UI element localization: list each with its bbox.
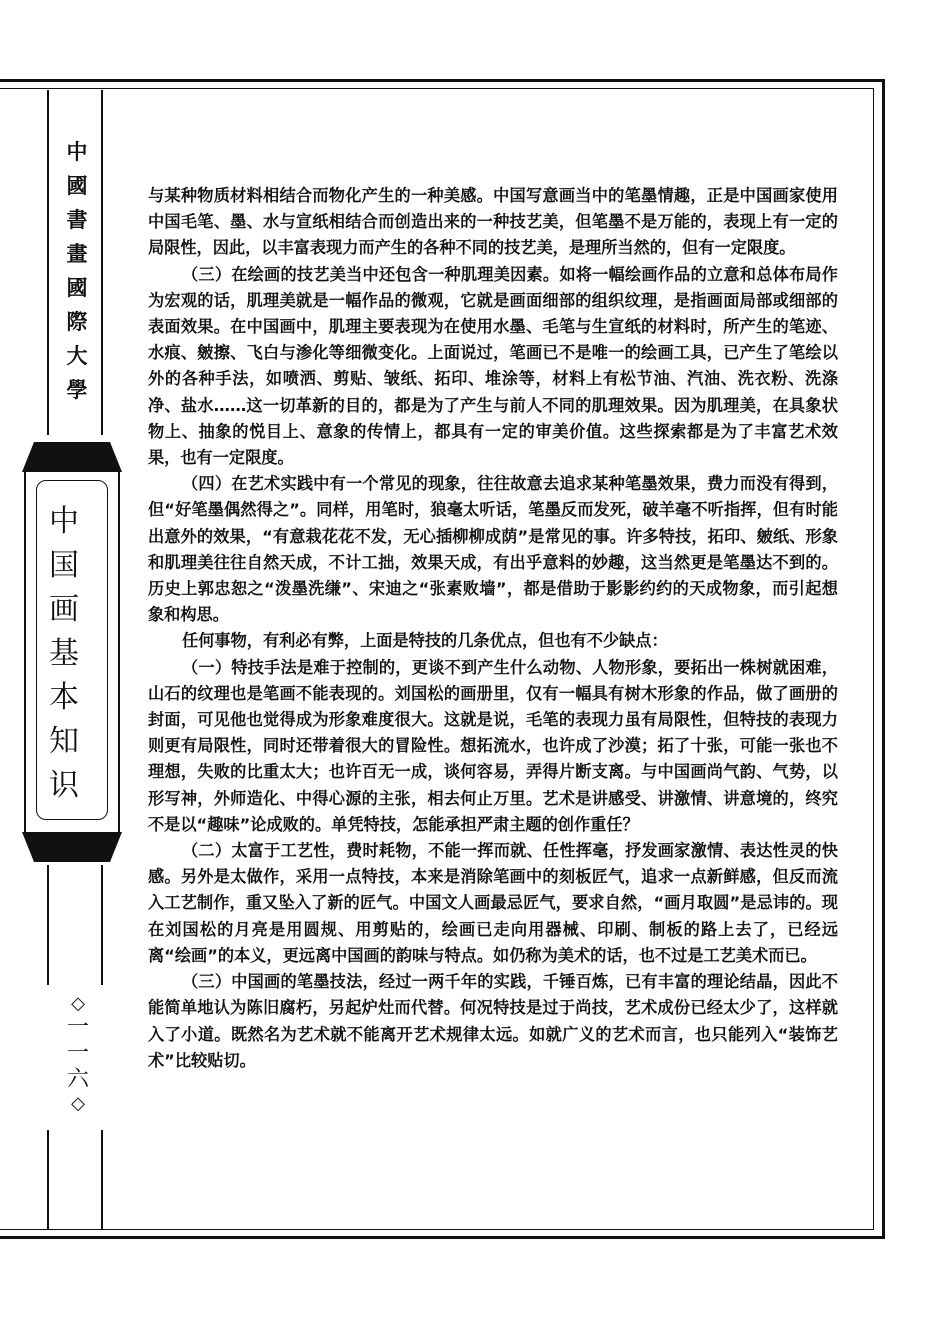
publisher-char: 書 <box>66 208 88 232</box>
paragraph: 任何事物，有利必有弊，上面是特技的几条优点，但也有不少缺点： <box>182 631 668 651</box>
diamond-icon: ◇ <box>71 1093 85 1114</box>
page-number-char: 一 <box>66 1015 89 1040</box>
book-title-char: 知 <box>49 724 79 759</box>
sidebar <box>0 90 110 1230</box>
publisher-char: 畫 <box>66 242 88 266</box>
page-number-char: 一 <box>66 1041 89 1066</box>
body-text <box>148 183 838 1074</box>
book-title <box>44 500 84 808</box>
book-title-char: 中 <box>49 504 79 539</box>
sidebar-rule-right-end <box>101 1130 103 1230</box>
publisher-char: 國 <box>66 276 88 300</box>
book-title-char: 本 <box>49 680 79 715</box>
sidebar-rule-right-bottom <box>101 865 103 985</box>
book-title-char: 画 <box>49 592 79 627</box>
publisher-char: 學 <box>66 378 88 402</box>
sidebar-rule-left-top <box>47 90 49 435</box>
book-title-char: 国 <box>49 548 79 583</box>
paragraph: （一）特技手法是难于控制的，更谈不到产生什么动物、人物形象，要拓出一株树就困难，山石的纹理也是笔画不能表现的。刘国松的画册里，仅有一幅具有树木形象的作品，做了画册的封面，可见他也觉得成为形象难度很大。这就是说，毛笔的表现力虽有局限性，但特技的表现力则更有局限性，同时还带着很大的冒险性。想拓流水，也许成了沙漠；拓了十张，可能一张也不理想，失败的比重太大；也许百无一成，谈何容易，弄得片断支离。与中国画尚气韵、气势，以形写神，外师造化、中得心源的主张，相去何止万里。艺术是讲感受、讲激情、讲意境的，终究不是以“趣味”论成败的。单凭特技，怎能承担严肃主题的创作重任？ <box>148 657 838 834</box>
sidebar-rule-left-bottom <box>47 865 49 985</box>
book-title-banner <box>22 442 122 862</box>
sidebar-rule-right-top <box>101 90 103 435</box>
publisher-char: 際 <box>66 310 88 334</box>
publisher-char: 中 <box>66 140 88 164</box>
banner-top-ornament <box>22 442 122 472</box>
paragraph: （三）在绘画的技艺美当中还包含一种肌理美因素。如将一幅绘画作品的立意和总体布局作为宏观的话，肌理美就是一幅作品的微观，它就是画面细部的组织纹理，是指画面局部或细部的表面效果。在中国画中，肌理主要表现为在使用水墨、毛笔与生宣纸的材料时，所产生的笔迹、水痕、皴擦、飞白与渗化等细微变化。上面说过，笔画已不是唯一的绘画工具，已产生了笔绘以外的各种手法，如喷洒、剪贴、皱纸、拓印、堆涂等，材料上有松节油、汽油、洗衣粉、洗涤净、盐水……这一切革新的目的，都是为了产生与前人不同的肌理效果。因为肌理美，在具象状物上、抽象的悦目上、意象的传情上，都具有一定的审美价值。这些探索都是为了丰富艺术效果，也有一定限度。 <box>148 264 838 468</box>
paragraph: 与某种物质材料相结合而物化产生的一种美感。中国写意画当中的笔墨情趣，正是中国画家使用中国毛笔、墨、水与宣纸相结合而创造出来的一种技艺美，但笔墨不是万能的，表现上有一定的局限性，因此，以丰富表现力而产生的各种不同的技艺美，是理所当然的，但有一定限度。 <box>148 186 838 258</box>
paragraph: （四）在艺术实践中有一个常见的现象，往往故意去追求某种笔墨效果，费力而没有得到，但“好笔墨偶然得之”。同样，用笔时，狼毫太听话，笔墨反而发死，破羊毫不听指挥，但有时能出意外的效果，“有意栽花花不发，无心插柳柳成荫”是常见的事。许多特技，拓印、皴纸、形象和肌理美往往自然天成，不计工拙，效果天成，有出乎意料的妙趣，这当然更是笔墨达不到的。历史上郭忠恕之“泼墨洗缣”、宋迪之“张素败墙”，都是借助于影影约约的天成物象，而引起想象和构思。 <box>148 474 838 625</box>
book-title-char: 识 <box>49 768 79 803</box>
diamond-icon: ◇ <box>71 993 85 1014</box>
paragraph: （三）中国画的笔墨技法，经过一两千年的实践，千锤百炼，已有丰富的理论结晶，因此不能简单地认为陈旧腐朽，另起炉灶而代替。何况特技是过于尚技，艺术成份已经太少了，这样就入了小道。既然名为艺术就不能离开艺术规律太远。如就广义的艺术而言，也只能列入“装饰艺术”比较贴切。 <box>148 972 838 1070</box>
banner-panel <box>24 472 120 832</box>
publisher-char: 國 <box>66 174 88 198</box>
sidebar-rule-left-end <box>47 1130 49 1230</box>
page-number-char: 六 <box>66 1067 89 1092</box>
book-title-char: 基 <box>49 636 79 671</box>
banner-bottom-ornament <box>22 832 122 862</box>
paragraph: （二）太富于工艺性，费时耗物，不能一挥而就、任性挥毫，抒发画家激情、表达性灵的快感。另外是太做作，采用一点特技，本来是消除笔画中的刻板匠气，追求一点新鲜感，但反而流入工艺制作，重又坠入了新的匠气。中国文人画最忌匠气，要求自然，“画月取圆”是忌讳的。现在刘国松的月亮是用圆规、用剪贴的，绘画已走向用器械、印刷、制板的路上去了，已经远离“绘画”的本义，更远离中国画的韵味与特点。如仍称为美术的话，也不过是工艺美术而已。 <box>148 841 838 965</box>
publisher-char: 大 <box>66 344 88 368</box>
publisher-name <box>62 135 92 407</box>
page-number <box>58 993 98 1115</box>
